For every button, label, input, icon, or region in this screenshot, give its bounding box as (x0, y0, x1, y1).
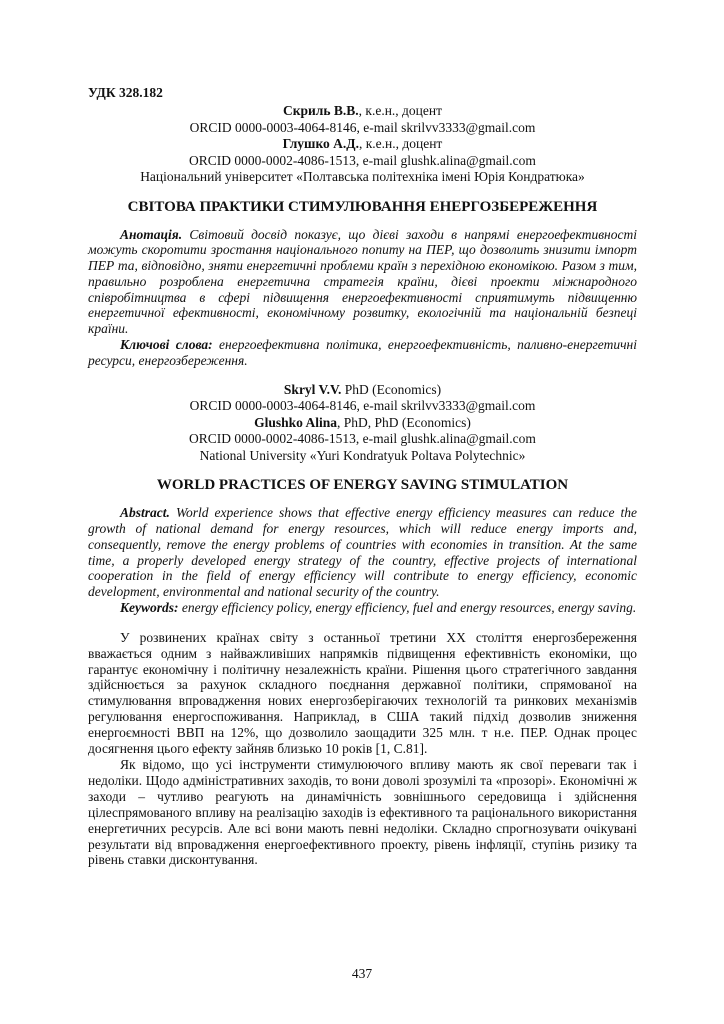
author-degree: , PhD, PhD (Economics) (337, 414, 471, 430)
en-keywords (88, 600, 637, 616)
body-paragraph-1: У розвинених країнах світу з останньої третини XX століття енергозбереження вважається одним з найважливіших напрямків підвищення ефективність економіки, що гарантує економічну і політичну незалежність країни. Рішення цього стратегічного завдання здійснюється за рахунок складного поєднання державної політики, спрямованої на стимулювання впровадження нових енергозберігаючих технологій та ринкових механізмів регулювання енергоспоживання. Наприклад, в США такий підхід дозволив зниження енергоємності ВВП на 12%, що дозволило заощадити 325 млн. т н.е. ПЕР. Однак процес досягнення цього ефекту зайняв близько 10 років [1, С.81]. (88, 629, 637, 757)
ua-keywords-label: Ключові слова: (120, 337, 213, 353)
en-title: WORLD PRACTICES OF ENERGY SAVING STIMULATION (156, 477, 569, 494)
ua-abstract-label: Анотація. (120, 226, 183, 242)
en-author-1-orcid: ORCID 0000-0003-4064-8146, e-mail skrilvv3333@gmail.com (189, 398, 536, 414)
en-keywords-text: energy efficiency policy, energy efficiency, fuel and energy resources, energy saving. (178, 599, 637, 615)
en-abstract (88, 505, 637, 600)
en-abstract-label: Abstract. (120, 505, 170, 521)
udk-code: УДК 328.182 (88, 85, 163, 100)
en-author-2-orcid: ORCID 0000-0002-4086-1513, e-mail glushk.alina@gmail.com (189, 431, 536, 447)
author-name: Glushko Alina (254, 414, 338, 430)
author-degree: PhD (Economics) (341, 381, 442, 397)
author-name: Скриль В.В. (282, 103, 359, 118)
en-abstract-text: World experience shows that effective energy efficiency measures can reduce the growth of national demand for energy resources, which will reduce energy imports and, consequently, remove the energy problems of countries with economies in transition. At the same time, a properly developed energy strategy of the country, effective projects of international cooperation in the field of energy efficiency will contribute to energy efficiency, economic development, environmental and national security of the country. (88, 505, 637, 600)
ua-title: СВІТОВА ПРАКТИКИ СТИМУЛЮВАННЯ ЕНЕРГОЗБЕРЕЖЕННЯ (127, 198, 598, 215)
en-author-1 (88, 382, 637, 399)
en-author-block (88, 382, 637, 465)
ua-author-2-orcid: ORCID 0000-0002-4086-1513, e-mail glushk.alina@gmail.com (189, 152, 536, 168)
en-author-2 (88, 415, 637, 432)
paper-page (88, 84, 637, 868)
author-degree: , к.е.н., доцент (358, 136, 443, 151)
author-degree: , к.е.н., доцент (358, 103, 443, 118)
en-keywords-label: Keywords: (120, 599, 179, 615)
ua-author-1 (88, 103, 637, 120)
page-number: 437 (351, 966, 373, 981)
ua-keywords (88, 337, 637, 369)
author-name: Глушко А.Д. (282, 136, 359, 151)
ua-affiliation: Національний університет «Полтавська політехніка імені Юрія Кондратюка» (140, 169, 585, 184)
ua-keywords-text: енергоефективна політика, енергоефективність, паливно-енергетичні ресурси, енергозбереження. (88, 337, 637, 368)
section-gap (88, 616, 637, 630)
ua-author-1-orcid: ORCID 0000-0003-4064-8146, e-mail skrilvv3333@gmail.com (189, 119, 536, 135)
author-name: Skryl V.V. (283, 381, 342, 397)
ua-author-2 (88, 136, 637, 153)
ua-author-block (88, 103, 637, 186)
ua-abstract (88, 227, 637, 338)
body-paragraph-2: Як відомо, що усі інструменти стимулюючого впливу мають як свої переваги так і недоліки. Щодо адміністративних заходів, то вони доволі зрозумілі та «прозорі». Економічні ж заходи – чутливо реагують на динамічність зовнішнього середовища і здійснення цілеспрямованого впливу на реалізацію заходів із ефективного та раціонального використання енергетичних ресурсів. Але всі вони мають певні недоліки. Складно спрогнозувати очікувані результати від впровадження енергоефективного проекту, рівень інфляції, ступінь ризику та рівень ставки дисконтування. (88, 757, 637, 868)
en-affiliation: National University «Yuri Kondratyuk Poltava Polytechnic» (199, 447, 526, 463)
ua-abstract-text: Світовий досвід показує, що дієві заходи в напрямі енергоефективності можуть скоротити зростання національного попиту на ПЕР, що дозволить знизити імпорт ПЕР та, відповідно, зняти енергетичні проблеми країн з перехідною економікою. Разом з тим, правильно розроблена енергетична стратегія країни, дієві проекти міжнародного співробітництва в сфері підвищення енергоефективності сприятимуть підвищенню енергетичної ефективності, економічному розвитку, екологічній та національній безпеці країни. (88, 226, 637, 337)
